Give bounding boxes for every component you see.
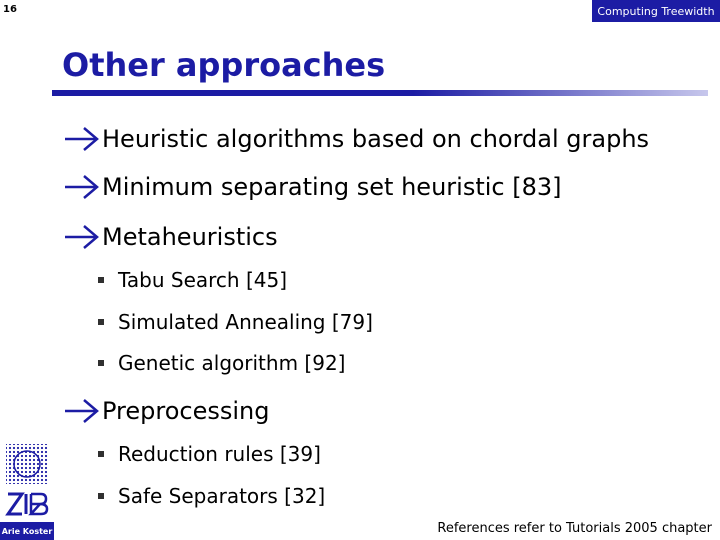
title-underline — [52, 90, 708, 96]
sub-bullet-text: Reduction rules [39] — [118, 442, 321, 466]
square-bullet-icon — [98, 493, 104, 499]
footer-note: References refer to Tutorials 2005 chapter — [437, 521, 712, 536]
square-bullet-icon — [98, 360, 104, 366]
header-badge: Computing Treewidth — [592, 0, 720, 22]
right-arrow-icon — [62, 172, 102, 202]
square-bullet-icon — [98, 451, 104, 457]
bullet-text: Heuristic algorithms based on chordal graphs — [102, 125, 650, 153]
sub-bullet-text: Genetic algorithm [92] — [118, 351, 346, 375]
bullet-heuristic-algorithms — [62, 124, 649, 154]
right-arrow-icon — [62, 396, 102, 426]
sub-bullet-text: Safe Separators [32] — [118, 484, 326, 508]
bullet-metaheuristics — [62, 222, 278, 252]
slide-title: Other approaches — [62, 46, 386, 84]
sub-bullet-text: Tabu Search [45] — [118, 268, 288, 292]
author-name: Arie Koster — [0, 522, 54, 540]
bullet-minimum-separating-set — [62, 172, 562, 202]
sub-bullet-tabu-search — [98, 268, 287, 292]
zib-logo-icon — [4, 442, 50, 518]
bullet-text: Minimum separating set heuristic [83] — [102, 173, 562, 201]
bullet-preprocessing — [62, 396, 270, 426]
right-arrow-icon — [62, 222, 102, 252]
sub-bullet-genetic-algorithm — [98, 351, 345, 375]
sub-bullet-simulated-annealing — [98, 310, 373, 334]
right-arrow-icon — [62, 124, 102, 154]
bullet-text: Preprocessing — [102, 397, 270, 425]
sub-bullet-reduction-rules — [98, 442, 321, 466]
bullet-text: Metaheuristics — [102, 223, 278, 251]
square-bullet-icon — [98, 319, 104, 325]
square-bullet-icon — [98, 277, 104, 283]
sub-bullet-safe-separators — [98, 484, 325, 508]
sub-bullet-text: Simulated Annealing [79] — [118, 310, 373, 334]
page-number: 16 — [3, 4, 17, 15]
